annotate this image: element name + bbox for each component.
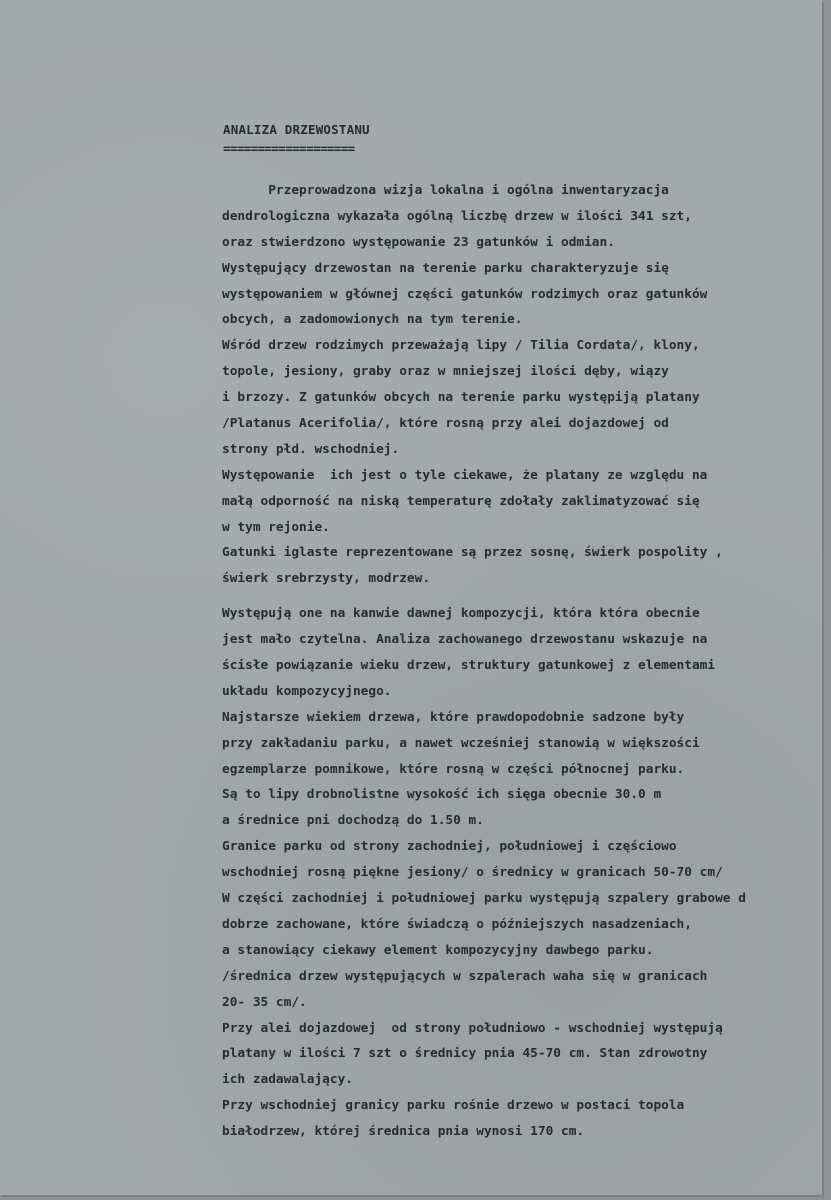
text-line: Przeprowadzona wizja lokalna i ogólna inwentaryzacja	[222, 183, 669, 198]
text-line: /średnica drzew występujących w szpalerach waha się w granicach	[222, 968, 708, 984]
text-line: /Platanus Acerifolia/, które rosną przy alei dojazdowej od	[222, 416, 669, 432]
text-line: i brzozy. Z gatunków obcych na terenie parku występiją platany	[222, 390, 700, 406]
text-line: dendrologiczna wykazała ogólną liczbę drzew w ilości 341 szt,	[222, 208, 692, 224]
text-line: a stanowiący ciekawy element kompozycyjny dawbego parku.	[222, 942, 654, 958]
text-line: białodrzew, której średnica pnia wynosi 170 cm.	[222, 1124, 585, 1140]
text-line: topole, jesiony, graby oraz w mniejszej ilości dęby, wiązy	[222, 364, 669, 380]
paragraph-gap	[222, 592, 822, 601]
text-line: Wśród drzew rodzimych przeważają lipy / Tilia Cordata/, klony,	[222, 338, 700, 354]
text-line: ich zadawalający.	[222, 1072, 353, 1088]
text-line: Występują one na kanwie dawnej kompozycji, która która obecnie	[222, 606, 700, 622]
text-line: Przy wschodniej granicy parku rośnie drzewo w postaci topola	[222, 1098, 685, 1114]
text-line: dobrze zachowane, które świadczą o późniejszych nasadzeniach,	[222, 916, 692, 932]
text-line: Występowanie ich jest o tyle ciekawe, że platany ze względu na	[222, 467, 708, 483]
text-line: Najstarsze wiekiem drzewa, które prawdopodobnie sadzone były	[222, 709, 685, 725]
text-line: 20- 35 cm/.	[222, 994, 307, 1010]
text-line: a średnice pni dochodzą do 1.50 m.	[222, 813, 484, 829]
text-line: występowaniem w głównej części gatunków rodzimych oraz gatunków	[222, 286, 708, 302]
text-line: Występujący drzewostan na terenie parku charakteryzuje się	[222, 260, 669, 276]
text-line: Są to lipy drobnolistne wysokość ich sięga obecnie 30.0 m	[222, 787, 662, 803]
text-line: Przy alei dojazdowej od strony południowo - wschodniej występują	[222, 1020, 723, 1036]
text-line: w tym rejonie.	[222, 519, 330, 535]
document-title: ANALIZA DRZEWOSTANU	[223, 122, 370, 137]
text-line: przy zakładaniu parku, a nawet wcześniej stanowią w większości	[222, 735, 700, 751]
text-line: obcych, a zadomowionych na tym terenie.	[222, 312, 523, 328]
text-line: W części zachodniej i południowej parku występują szpalery grabowe d	[222, 891, 746, 907]
text-line: Gatunki iglaste reprezentowane są przez sosnę, świerk pospolity ,	[222, 545, 723, 561]
title-underline: ===================	[223, 141, 355, 156]
text-line: oraz stwierdzono występowanie 23 gatunków i odmian.	[222, 234, 615, 250]
text-line: ścisłe powiązanie wieku drzew, struktury gatunkowej z elementami	[222, 658, 716, 674]
text-line: platany w ilości 7 szt o średnicy pnia 45-70 cm. Stan zdrowotny	[222, 1046, 708, 1062]
text-line: świerk srebrzysty, modrzew.	[222, 571, 431, 587]
text-line: Granice parku od strony zachodniej, południowej i częściowo	[222, 839, 677, 855]
text-line: egzemplarze pomnikowe, które rosną w części północnej parku.	[222, 761, 685, 777]
text-line: jest mało czytelna. Analiza zachowanego drzewostanu wskazuje na	[222, 632, 708, 648]
text-line: małą odporność na niską temperaturę zdołały zaklimatyzować się	[222, 493, 700, 509]
text-line: układu kompozycyjnego.	[222, 683, 392, 699]
document-body	[222, 178, 822, 1145]
text-line: strony płd. wschodniej.	[222, 441, 400, 457]
text-line: wschodniej rosną piękne jesiony/ o średnicy w granicach 50-70 cm/	[222, 865, 723, 881]
